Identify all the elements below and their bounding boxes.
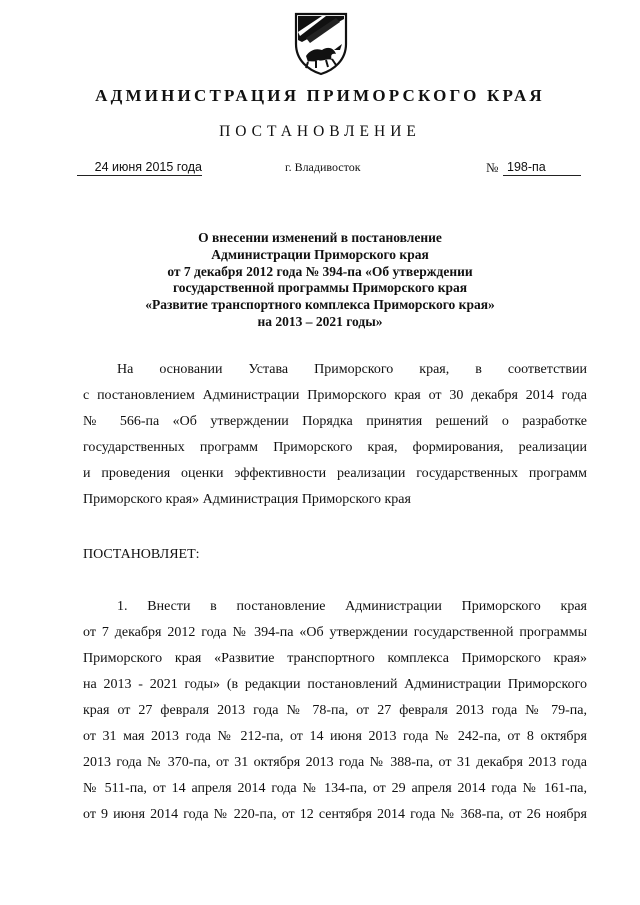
document-title	[100, 230, 540, 331]
item-1-line: края от 27 февраля 2013 года № 78-па, от 27 февраля 2013 года № 79-па,	[83, 703, 587, 718]
number-sign: №	[486, 160, 499, 175]
document-type: ПОСТАНОВЛЕНИЕ	[219, 123, 421, 140]
item-1-line: Приморского края «Развитие транспортного комплекса Приморского края»	[83, 651, 587, 666]
document-number: 198-па	[503, 160, 581, 176]
item-1-line: от 7 декабря 2012 года № 394-па «Об утверждении государственной программы	[83, 625, 587, 640]
document-date: 24 июня 2015 года	[77, 160, 202, 176]
item-1-paragraph	[83, 594, 587, 828]
intro-line: Приморского края» Администрация Приморского края	[83, 492, 411, 507]
intro-line: и проведения оценки эффективности реализации государственных программ	[83, 466, 587, 481]
item-1-line: № 511-па, от 14 апреля 2014 года № 134-па, от 29 апреля 2014 года № 161-па,	[83, 781, 587, 796]
intro-paragraph	[83, 357, 587, 513]
title-line: «Развитие транспортного комплекса Приморского края»	[145, 297, 495, 313]
intro-line: государственных программ Приморского края, формирования, реализации	[83, 440, 587, 455]
decree-heading: ПОСТАНОВЛЯЕТ:	[83, 547, 200, 562]
item-1-line: 1. Внести в постановление Администрации Приморского края	[117, 599, 587, 614]
intro-line: На основании Устава Приморского края, в соответствии	[117, 362, 587, 377]
title-line: на 2013 – 2021 годы»	[257, 313, 383, 329]
item-1-line: 2013 года № 370-па, от 31 октября 2013 года № 388-па, от 31 декабря 2013 года	[83, 755, 587, 770]
item-1-line: на 2013 - 2021 годы» (в редакции постановлений Администрации Приморского	[83, 677, 587, 692]
title-line: от 7 декабря 2012 года № 394-па «Об утверждении	[167, 263, 473, 279]
coat-of-arms-emblem	[292, 10, 350, 76]
item-1-line: от 31 мая 2013 года № 212-па, от 14 июня 2013 года № 242-па, от 8 октября	[83, 729, 587, 744]
title-line: государственной программы Приморского края	[172, 280, 468, 296]
organization-name: АДМИНИСТРАЦИЯ ПРИМОРСКОГО КРАЯ	[95, 86, 545, 105]
document-city: г. Владивосток	[285, 160, 361, 174]
intro-line: с постановлением Администрации Приморского края от 30 декабря 2014 года	[83, 388, 587, 403]
title-line: Администрации Приморского края	[211, 246, 429, 262]
item-1-line: от 9 июня 2014 года № 220-па, от 12 сентября 2014 года № 368-па, от 26 ноября	[83, 807, 587, 822]
intro-line: № 566-па «Об утверждении Порядка принятия решений о разработке	[83, 414, 587, 429]
title-line: О внесении изменений в постановление	[198, 230, 442, 245]
